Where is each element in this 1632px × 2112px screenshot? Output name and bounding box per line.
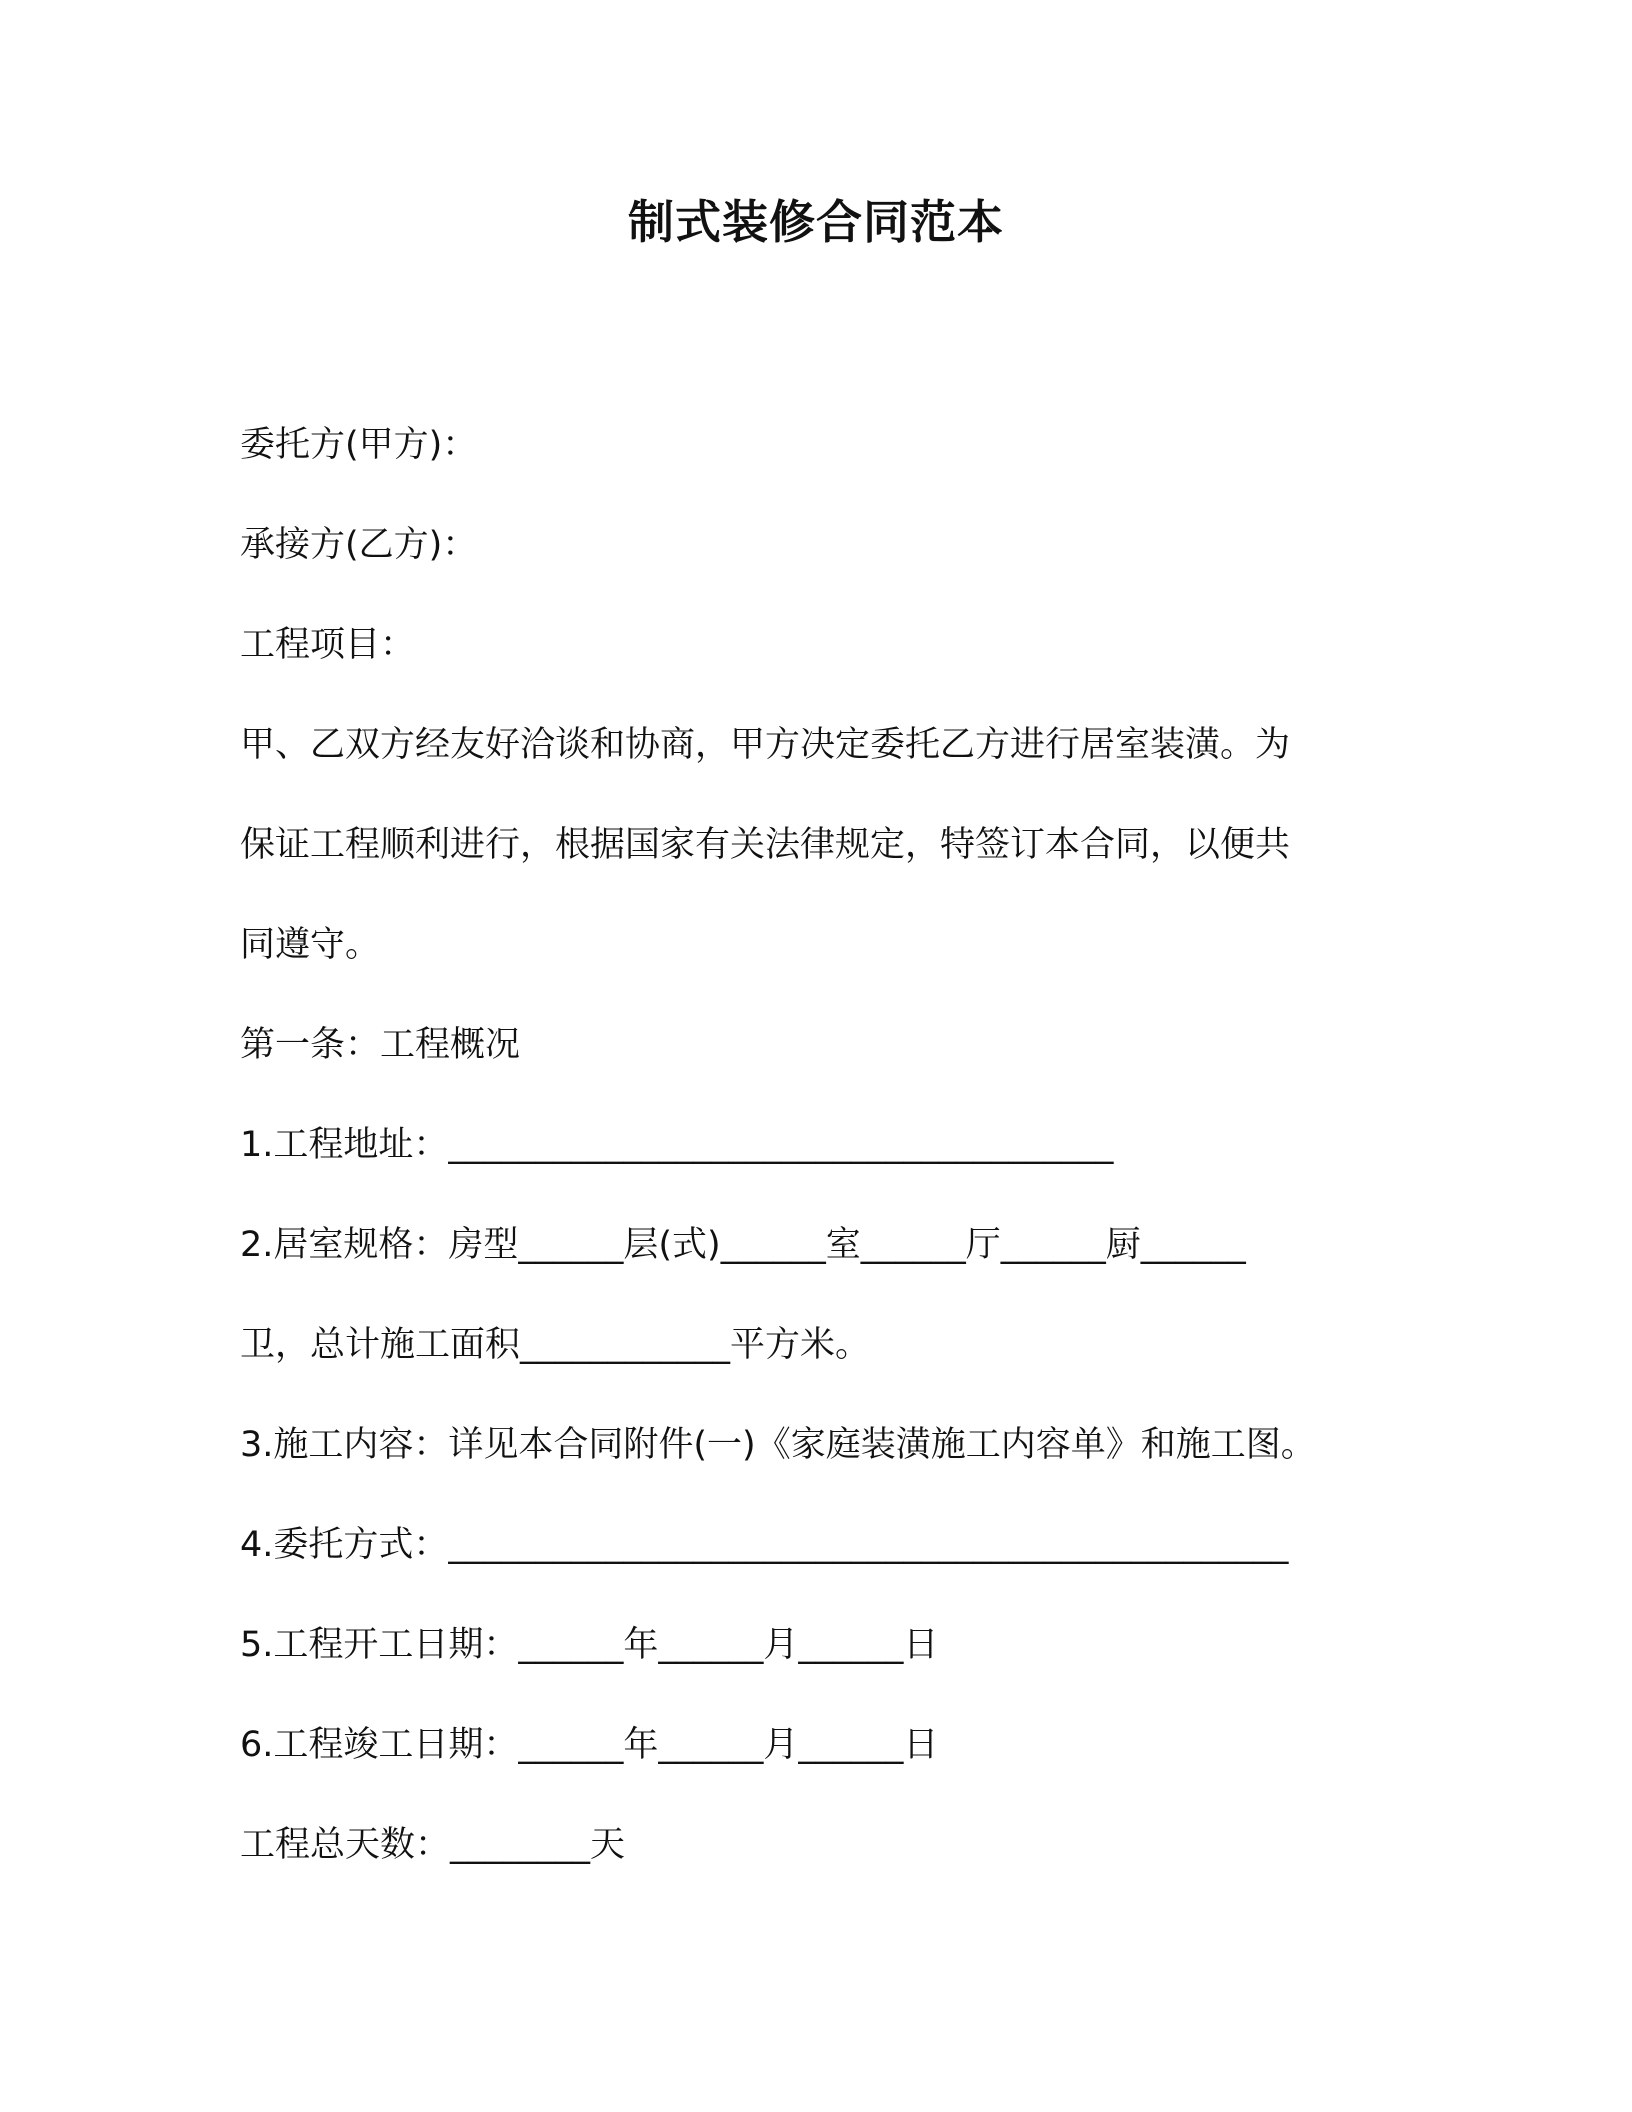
clause-room-spec-cont: 卫，总计施工面积____________平方米。 — [240, 1325, 871, 1365]
document-title: 制式装修合同范本 — [628, 195, 1004, 249]
preamble-line-3: 同遵守。 — [240, 925, 381, 965]
party-a-line: 委托方(甲方)： — [240, 425, 478, 465]
clause-commission-method: 4.委托方式：________________________________________________ — [240, 1525, 1289, 1565]
clause-room-spec: 2.居室规格：房型______层(式)______室______厅______厨______ — [240, 1225, 1246, 1265]
project-line: 工程项目： — [240, 625, 416, 665]
preamble-line-2: 保证工程顺利进行，根据国家有关法律规定，特签订本合同，以便共 — [240, 825, 1291, 865]
clause-total-days: 工程总天数：________天 — [240, 1825, 626, 1865]
clause-end-date: 6.工程竣工日期：______年______月______日 — [240, 1725, 939, 1765]
clause-content: 3.施工内容：详见本合同附件(一)《家庭装潢施工内容单》和施工图。 — [240, 1425, 1316, 1465]
party-b-line: 承接方(乙方)： — [240, 525, 478, 565]
article-1-heading: 第一条：工程概况 — [240, 1025, 521, 1065]
clause-start-date: 5.工程开工日期：______年______月______日 — [240, 1625, 939, 1665]
clause-address: 1.工程地址：______________________________________ — [240, 1125, 1114, 1165]
preamble-line-1: 甲、乙双方经友好洽谈和协商，甲方决定委托乙方进行居室装潢。为 — [240, 725, 1291, 765]
